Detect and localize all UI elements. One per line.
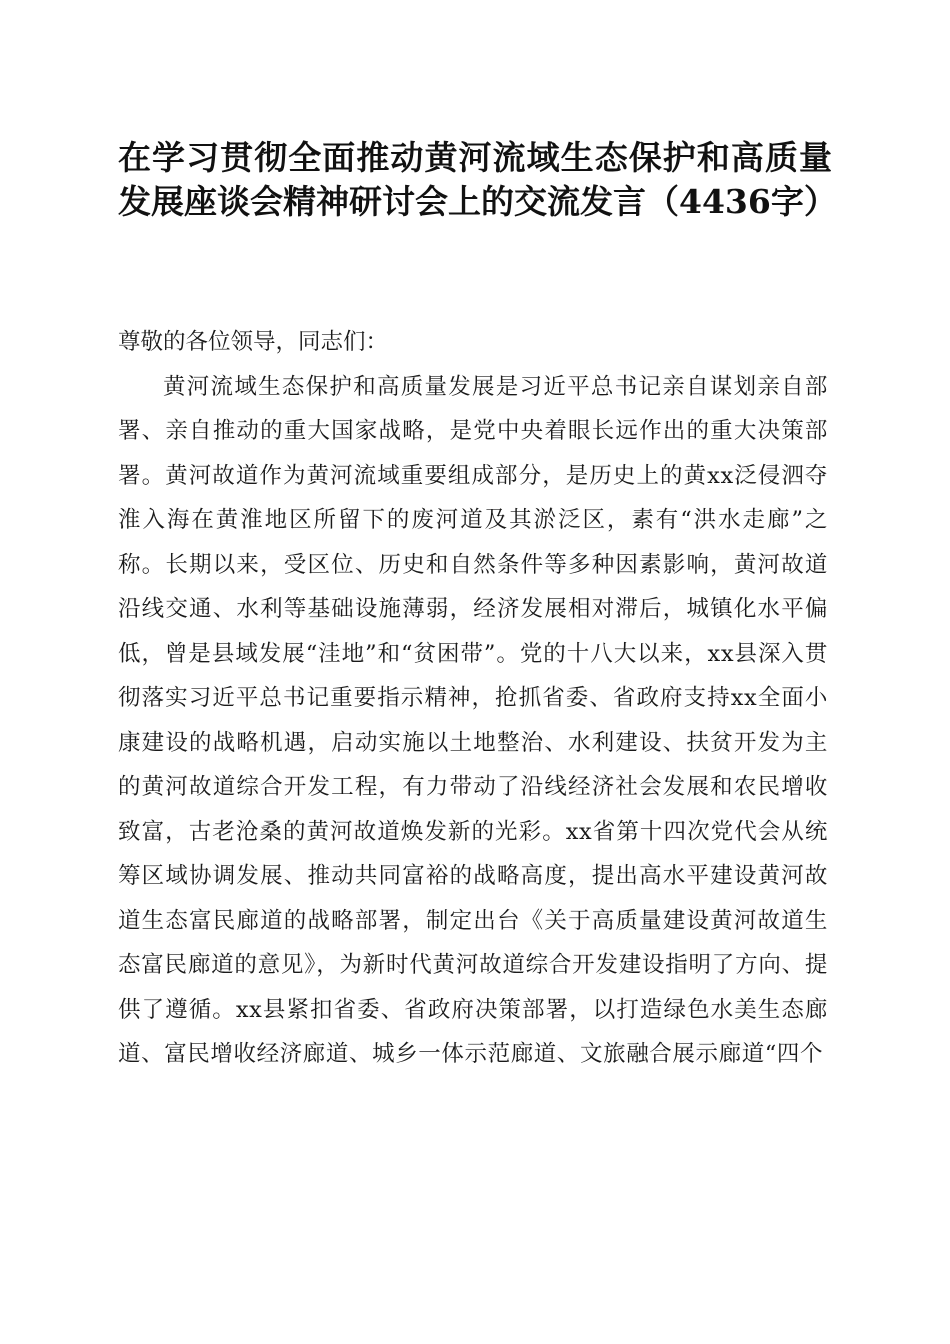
- body-paragraph: 黄河流域生态保护和高质量发展是习近平总书记亲自谋划亲自部署、亲自推动的重大国家战略，是党中央着眼长远作出的重大决策部署。黄河故道作为黄河流域重要组成部分，是历史上的黄xx泛侵泗夺淮入海在黄淮地区所留下的废河道及其淤泛区，素有“洪水走廊”之称。长期以来，受区位、历史和自然条件等多种因素影响，黄河故道沿线交通、水利等基础设施薄弱，经济发展相对滞后，城镇化水平偏低，曾是县域发展“洼地”和“贫困带”。党的十八大以来，xx县深入贯彻落实习近平总书记重要指示精神，抢抓省委、省政府支持xx全面小康建设的战略机遇，启动实施以土地整治、水利建设、扶贫开发为主的黄河故道综合开发工程，有力带动了沿线经济社会发展和农民增收致富，古老沧桑的黄河故道焕发新的光彩。xx省第十四次党代会从统筹区域协调发展、推动共同富裕的战略高度，提出高水平建设黄河故道生态富民廊道的战略部署，制定出台《关于高质量建设黄河故道生态富民廊道的意见》，为新时代黄河故道综合开发建设指明了方向、提供了遵循。xx县紧扣省委、省政府决策部署，以打造绿色水美生态廊道、富民增收经济廊道、城乡一体示范廊道、文旅融合展示廊道“四个: [118, 373, 828, 1067]
- salutation: 尊敬的各位领导，同志们：: [118, 329, 389, 355]
- document-body: [118, 320, 828, 1077]
- document-title: 在学习贯彻全面推动黄河流域生态保护和高质量发展座谈会精神研讨会上的交流发言（4436字）: [118, 138, 837, 221]
